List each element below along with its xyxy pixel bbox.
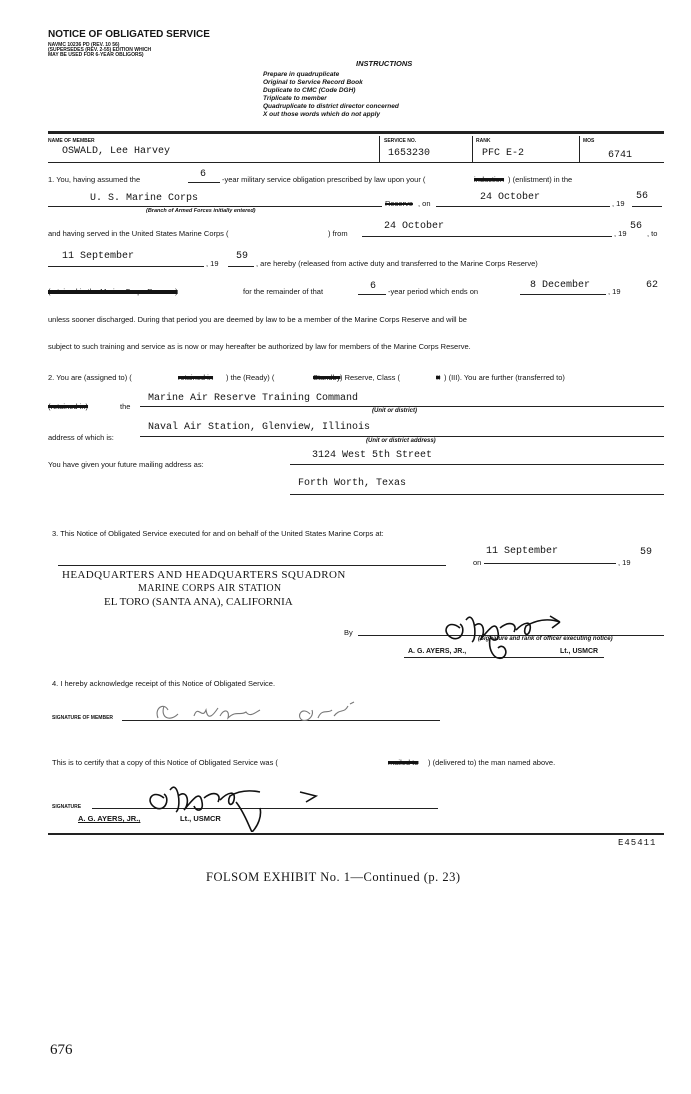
s4-text: 4. I hereby acknowledge receipt of this Notice of Obligated Service. [52, 679, 276, 688]
certify-signature-label: SIGNATURE [52, 804, 82, 810]
s2-mailing-line1: 3124 West 5th Street [312, 450, 433, 461]
s3-on: on [473, 558, 482, 567]
s1-on: , on [418, 199, 431, 208]
s3-org-line1: HEADQUARTERS AND HEADQUARTERS SQUADRON [62, 569, 346, 581]
s2-the: the [120, 402, 131, 411]
s3-text: 3. This Notice of Obligated Service executed for and on behalf of the United States Marine Corps at: [52, 529, 384, 538]
s1-entry-date: 24 October [480, 192, 541, 203]
s2-struck-retained-in: retained in [178, 373, 214, 382]
s1-text-p2a: and having served in the United States Marine Corps ( [48, 229, 229, 238]
s3-by-label: By [344, 628, 353, 637]
s2-text-c: ) Reserve, Class ( [340, 373, 401, 382]
mos-value: 6741 [608, 150, 633, 161]
s3-year: 59 [640, 547, 653, 558]
officer-signature-2 [140, 772, 340, 832]
member-signature [150, 696, 410, 728]
s2-address-label: address of which is: [48, 433, 114, 442]
s2-struck-class: II [436, 373, 441, 382]
certify-officer-rank: Lt., USMCR [180, 814, 221, 823]
s1-served-from-year-prefix: , 19 [614, 229, 627, 238]
s1-text-p4a: for the remainder of that [243, 287, 324, 296]
s1-struck-retained: (retained in the Marine Corps Reserve) [48, 287, 178, 296]
s1-remainder-years: 6 [370, 281, 377, 292]
s1-to: , to [647, 229, 658, 238]
s2-mailing-line2: Forth Worth, Texas [298, 478, 407, 489]
instruction-item: Duplicate to CMC (Code DGH) [263, 87, 356, 94]
s1-served-to: 11 September [62, 251, 135, 262]
s1-entry-year: 56 [636, 191, 649, 202]
instruction-item: Triplicate to member [263, 95, 327, 102]
s2-unit-address: Naval Air Station, Glenview, Illinois [148, 422, 371, 433]
s3-year-prefix: , 19 [618, 558, 631, 567]
s1-end-date: 8 December [530, 280, 591, 291]
s1-end-year: 62 [646, 280, 659, 291]
s1-text-p3: , are hereby (released from active duty and transferred to the Marine Corps Reserve) [256, 259, 538, 268]
s2-unit-caption: (Unit or district) [372, 408, 417, 414]
instruction-item: X out those words which do not apply [263, 111, 380, 118]
instructions-list [263, 71, 399, 119]
s1-served-to-year-prefix: , 19 [206, 259, 219, 268]
s3-org-line3: EL TORO (SANTA ANA), CALIFORNIA [104, 596, 293, 608]
certify-officer-name: A. G. AYERS, JR., [78, 814, 141, 823]
service-label: SERVICE NO. [384, 138, 417, 144]
form-number: NAVMC 10236 PD (REV. 10 56) [48, 42, 120, 48]
s1-text-p4b: -year period which ends on [388, 287, 479, 296]
certify-struck-mailed: mailed to [388, 758, 419, 767]
s3-date: 11 September [486, 546, 559, 557]
s1-branch: U. S. Marine Corps [90, 193, 199, 204]
s4-signature-label: SIGNATURE OF MEMBER [52, 715, 114, 721]
s2-unit: Marine Air Reserve Training Command [148, 393, 359, 404]
s2-struck-retained2: (retained in) [48, 402, 89, 411]
s3-officer-name: A. G. AYERS, JR., [408, 648, 467, 655]
document-code: E45411 [618, 838, 657, 848]
s1-served-from-year: 56 [630, 221, 643, 232]
s3-officer-rank: Lt., USMCR [560, 648, 599, 655]
instructions-title: INSTRUCTIONS [356, 59, 413, 68]
s1-text-p2b: ) from [328, 229, 348, 238]
form-supersedes: (SUPERSEDES (REV. 2-55) EDITION WHICH [48, 47, 152, 53]
form-title: NOTICE OF OBLIGATED SERVICE [48, 29, 210, 40]
s1-text-b: -year military service obligation prescribed by law upon your ( [222, 175, 426, 184]
s1-text-p5: unless sooner discharged. During that period you are deemed by law to be a member of the Marine Corps Reserve and will be [48, 315, 467, 324]
s1-text-c: ) (enlistment) in the [508, 175, 573, 184]
form-usage-note: MAY BE USED FOR 6-YEAR OBLIGORS) [48, 52, 144, 58]
name-label: NAME OF MEMBER [48, 138, 95, 144]
page-number: 676 [50, 1042, 73, 1058]
officer-signature-1 [430, 598, 630, 668]
s1-end-year-prefix: , 19 [608, 287, 621, 296]
s1-struck-induction: induction [474, 175, 505, 184]
rank-label: RANK [476, 138, 491, 144]
instruction-item: Quadruplicate to district director concerned [263, 103, 399, 110]
s3-org-line2: MARINE CORPS AIR STATION [138, 583, 282, 594]
s1-served-to-year: 59 [236, 251, 249, 262]
s2-address-caption: (Unit or district address) [366, 438, 436, 444]
rank-value: PFC E-2 [482, 148, 525, 159]
s1-text-a: 1. You, having assumed the [48, 175, 141, 184]
s3-sig-caption: (Signature and rank of officer executing notice) [478, 636, 613, 642]
s1-years: 6 [200, 169, 207, 180]
s1-text-p6: subject to such training and service as is now or may hereafter be authorized by law for members of the Marine Corps Reserve. [48, 342, 471, 351]
service-value: 1653230 [388, 148, 431, 159]
bottom-rule [48, 833, 664, 835]
s2-text-a: 2. You are (assigned to) ( [48, 373, 132, 382]
s2-text-b: ) the (Ready) ( [226, 373, 275, 382]
instruction-item: Original to Service Record Book [263, 79, 363, 86]
s1-branch-caption: (Branch of Armed Forces initially entered) [146, 208, 256, 214]
mos-label: MOS [583, 138, 595, 144]
header-rule [48, 131, 664, 134]
s2-struck-standby: Standby [313, 373, 341, 382]
s1-struck-reserve1: Reserve [385, 199, 413, 208]
certify-text-a: This is to certify that a copy of this Notice of Obligated Service was ( [52, 758, 278, 767]
exhibit-caption: FOLSOM EXHIBIT No. 1—Continued (p. 23) [206, 870, 461, 884]
s1-served-from: 24 October [384, 221, 445, 232]
s2-text-d: ) (III). You are further (transferred to) [444, 373, 565, 382]
instruction-item: Prepare in quadruplicate [263, 71, 340, 78]
certify-text-b: ) (delivered to) the man named above. [428, 758, 556, 767]
s2-mailing-label: You have given your future mailing address as: [48, 460, 204, 469]
name-value: OSWALD, Lee Harvey [62, 146, 171, 157]
s1-entry-year-prefix: , 19 [612, 199, 625, 208]
